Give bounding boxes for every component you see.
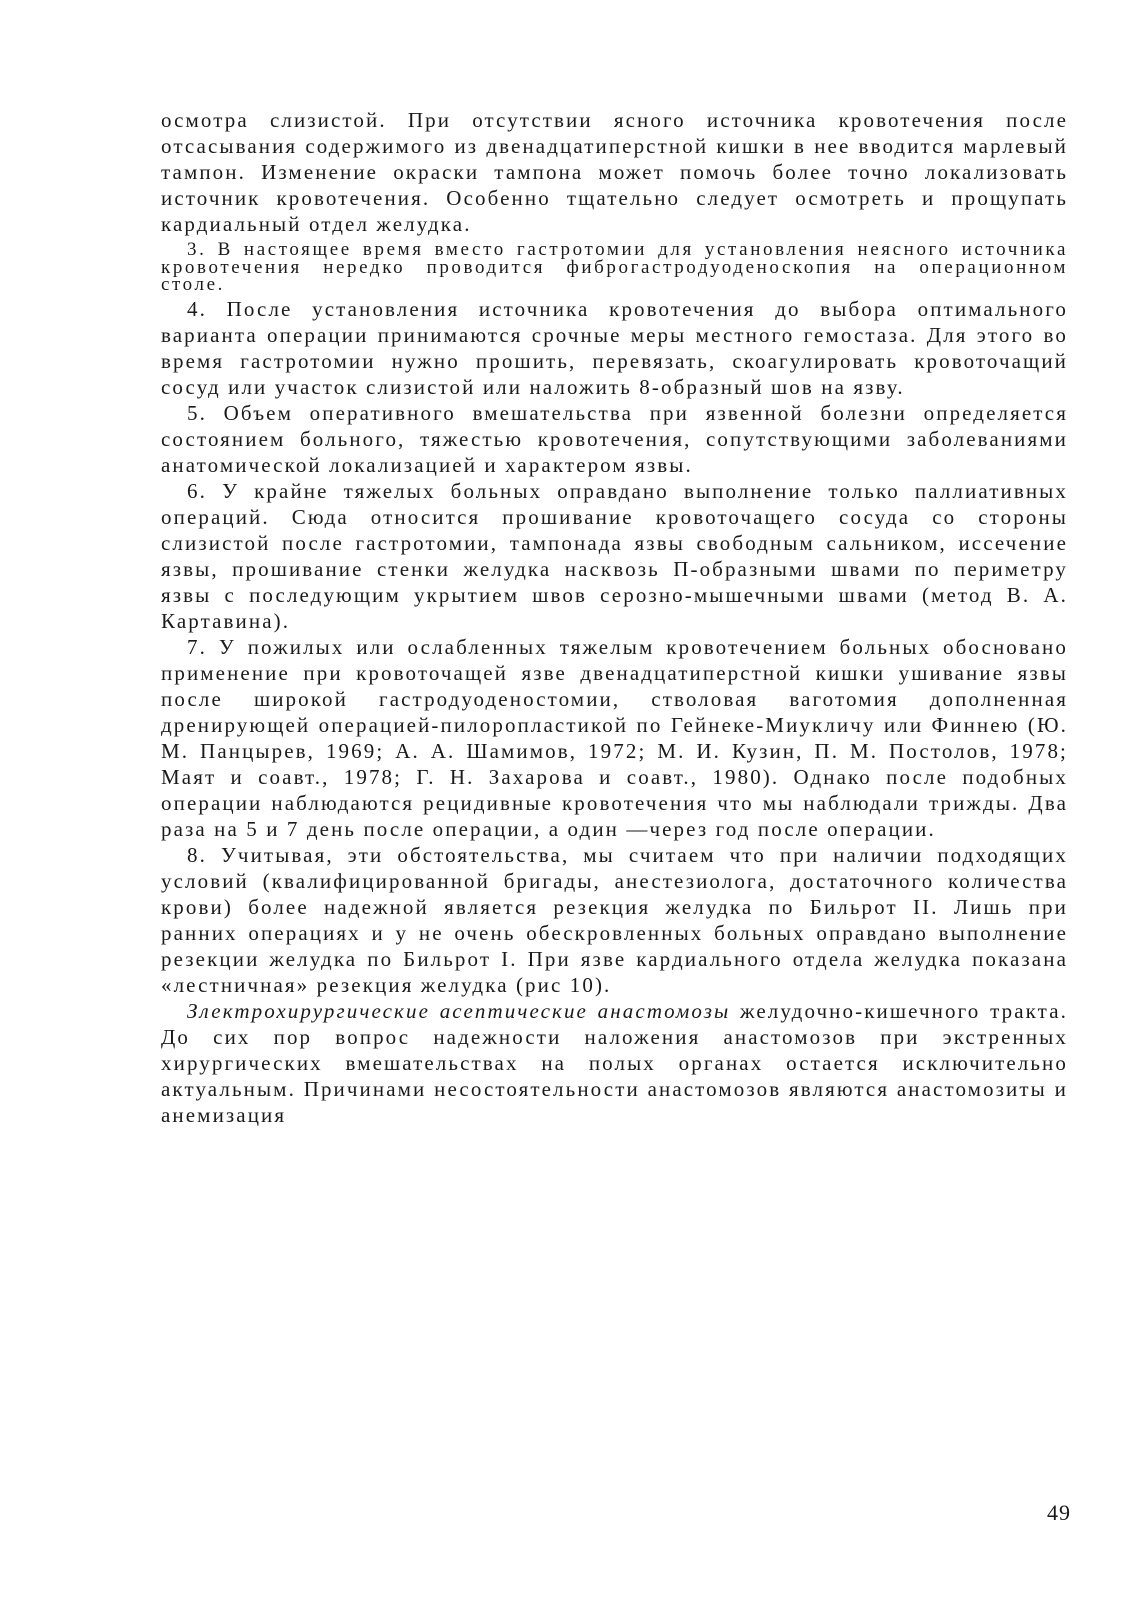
page-number: 49 bbox=[1047, 1500, 1071, 1525]
paragraph-item-8 bbox=[161, 842, 1068, 998]
paragraph-number: 6. bbox=[187, 478, 207, 503]
paragraph-item-3 bbox=[161, 241, 1068, 294]
italic-term: Злектрохирургические асептические анастомозы bbox=[187, 998, 731, 1023]
paragraph-number: 3. bbox=[187, 239, 207, 260]
paragraph-item-7 bbox=[161, 634, 1068, 842]
paragraph-text: После установления источника кровотечения до выбора оптимального варианта операции принимаются срочные меры местного гемостаза. Для этого во время гастротомии нужно прошить, перевязать, скоагулировать кровоточащий сосуд или участок слизистой или наложить 8-образный шов на язву. bbox=[161, 296, 1068, 399]
paragraph-text: У крайне тяжелых больных оправдано выполнение только паллиативных операций. Сюда относится прошивание кровоточащего сосуда со стороны слизистой после гастротомии, тампонада язвы свободным сальником, иссечение язвы, прошивание стенки желудка насквозь П-образными швами по периметру язвы с последующим укрытием швов серозно-мышечными швами (метод В. А. Картавина). bbox=[161, 478, 1068, 633]
paragraph-number: 5. bbox=[187, 400, 207, 425]
paragraph-text: Учитывая, эти обстоятельства, мы считаем что при наличии подходящих условий (квалифицированной бригады, анестезиолога, достаточного количества крови) более надежной является резекция желудка по Бильрот II. Лишь при ранних операциях и у не очень обескровленных больных оправдано выполнение резекции желудка по Бильрот I. При язве кардиального отдела желудка показана «лестничная» резекция желудка (рис 10). bbox=[161, 842, 1068, 997]
paragraph-number: 8. bbox=[187, 842, 207, 867]
paragraph-number: 7. bbox=[187, 634, 207, 659]
paragraph-text: осмотра слизистой. При отсутствии ясного источника кровотечения после отсасывания содержимого из двенадцатиперстной кишки в нее вводится марлевый тампон. Изменение окраски тампона может помочь более точно локализовать источник кровотечения. Особенно тщательно следует осмотреть и прощупать кардиальный отдел желудка. bbox=[161, 108, 1068, 236]
paragraph-item-5 bbox=[161, 400, 1068, 478]
paragraph-item-4 bbox=[161, 296, 1068, 400]
paragraph-text: желудочно-кишечного тракта. До сих пор вопрос надежности наложения анастомозов при экстренных хирургических вмешательствах на полых органах остается исключительно актуальным. Причинами несостоятельности анастомозов являются анастомозиты и анемизация bbox=[161, 998, 1068, 1127]
paragraph-item-6 bbox=[161, 478, 1068, 634]
paragraph-text: У пожилых или ослабленных тяжелым кровотечением больных обосновано применение при кровоточащей язве двенадцатиперстной кишки ушивание язвы после широкой гастродуоденостомии, стволовая ваготомия дополненная дренирующей операцией-пилоропластикой по Гейнеке-Миукличу или Финнею (Ю. М. Панцырев, 1969; А. А. Шамимов, 1972; М. И. Кузин, П. М. Постолов, 1978; Маят и соавт., 1978; Г. Н. Захарова и соавт., 1980). Однако после подобных операции наблюдаются рецидивные кровотечения что мы наблюдали трижды. Два раза на 5 и 7 день после операции, а один —через год после операции. bbox=[161, 634, 1068, 841]
paragraph-continuation bbox=[161, 107, 1068, 237]
paragraph-number: 4. bbox=[187, 296, 207, 321]
paragraph-anastomoses bbox=[161, 998, 1068, 1128]
paragraph-text: Объем оперативного вмешательства при язвенной болезни определяется состоянием больного, тяжестью кровотечения, сопутствующими заболеваниями анатомической локализацией и характером язвы. bbox=[161, 400, 1068, 477]
paragraph-text: В настоящее время вместо гастротомии для установления неясного источника кровотечения нередко проводится фиброгастродуоденоскопия на операционном столе. bbox=[161, 239, 1068, 295]
document-page bbox=[161, 107, 1068, 1128]
